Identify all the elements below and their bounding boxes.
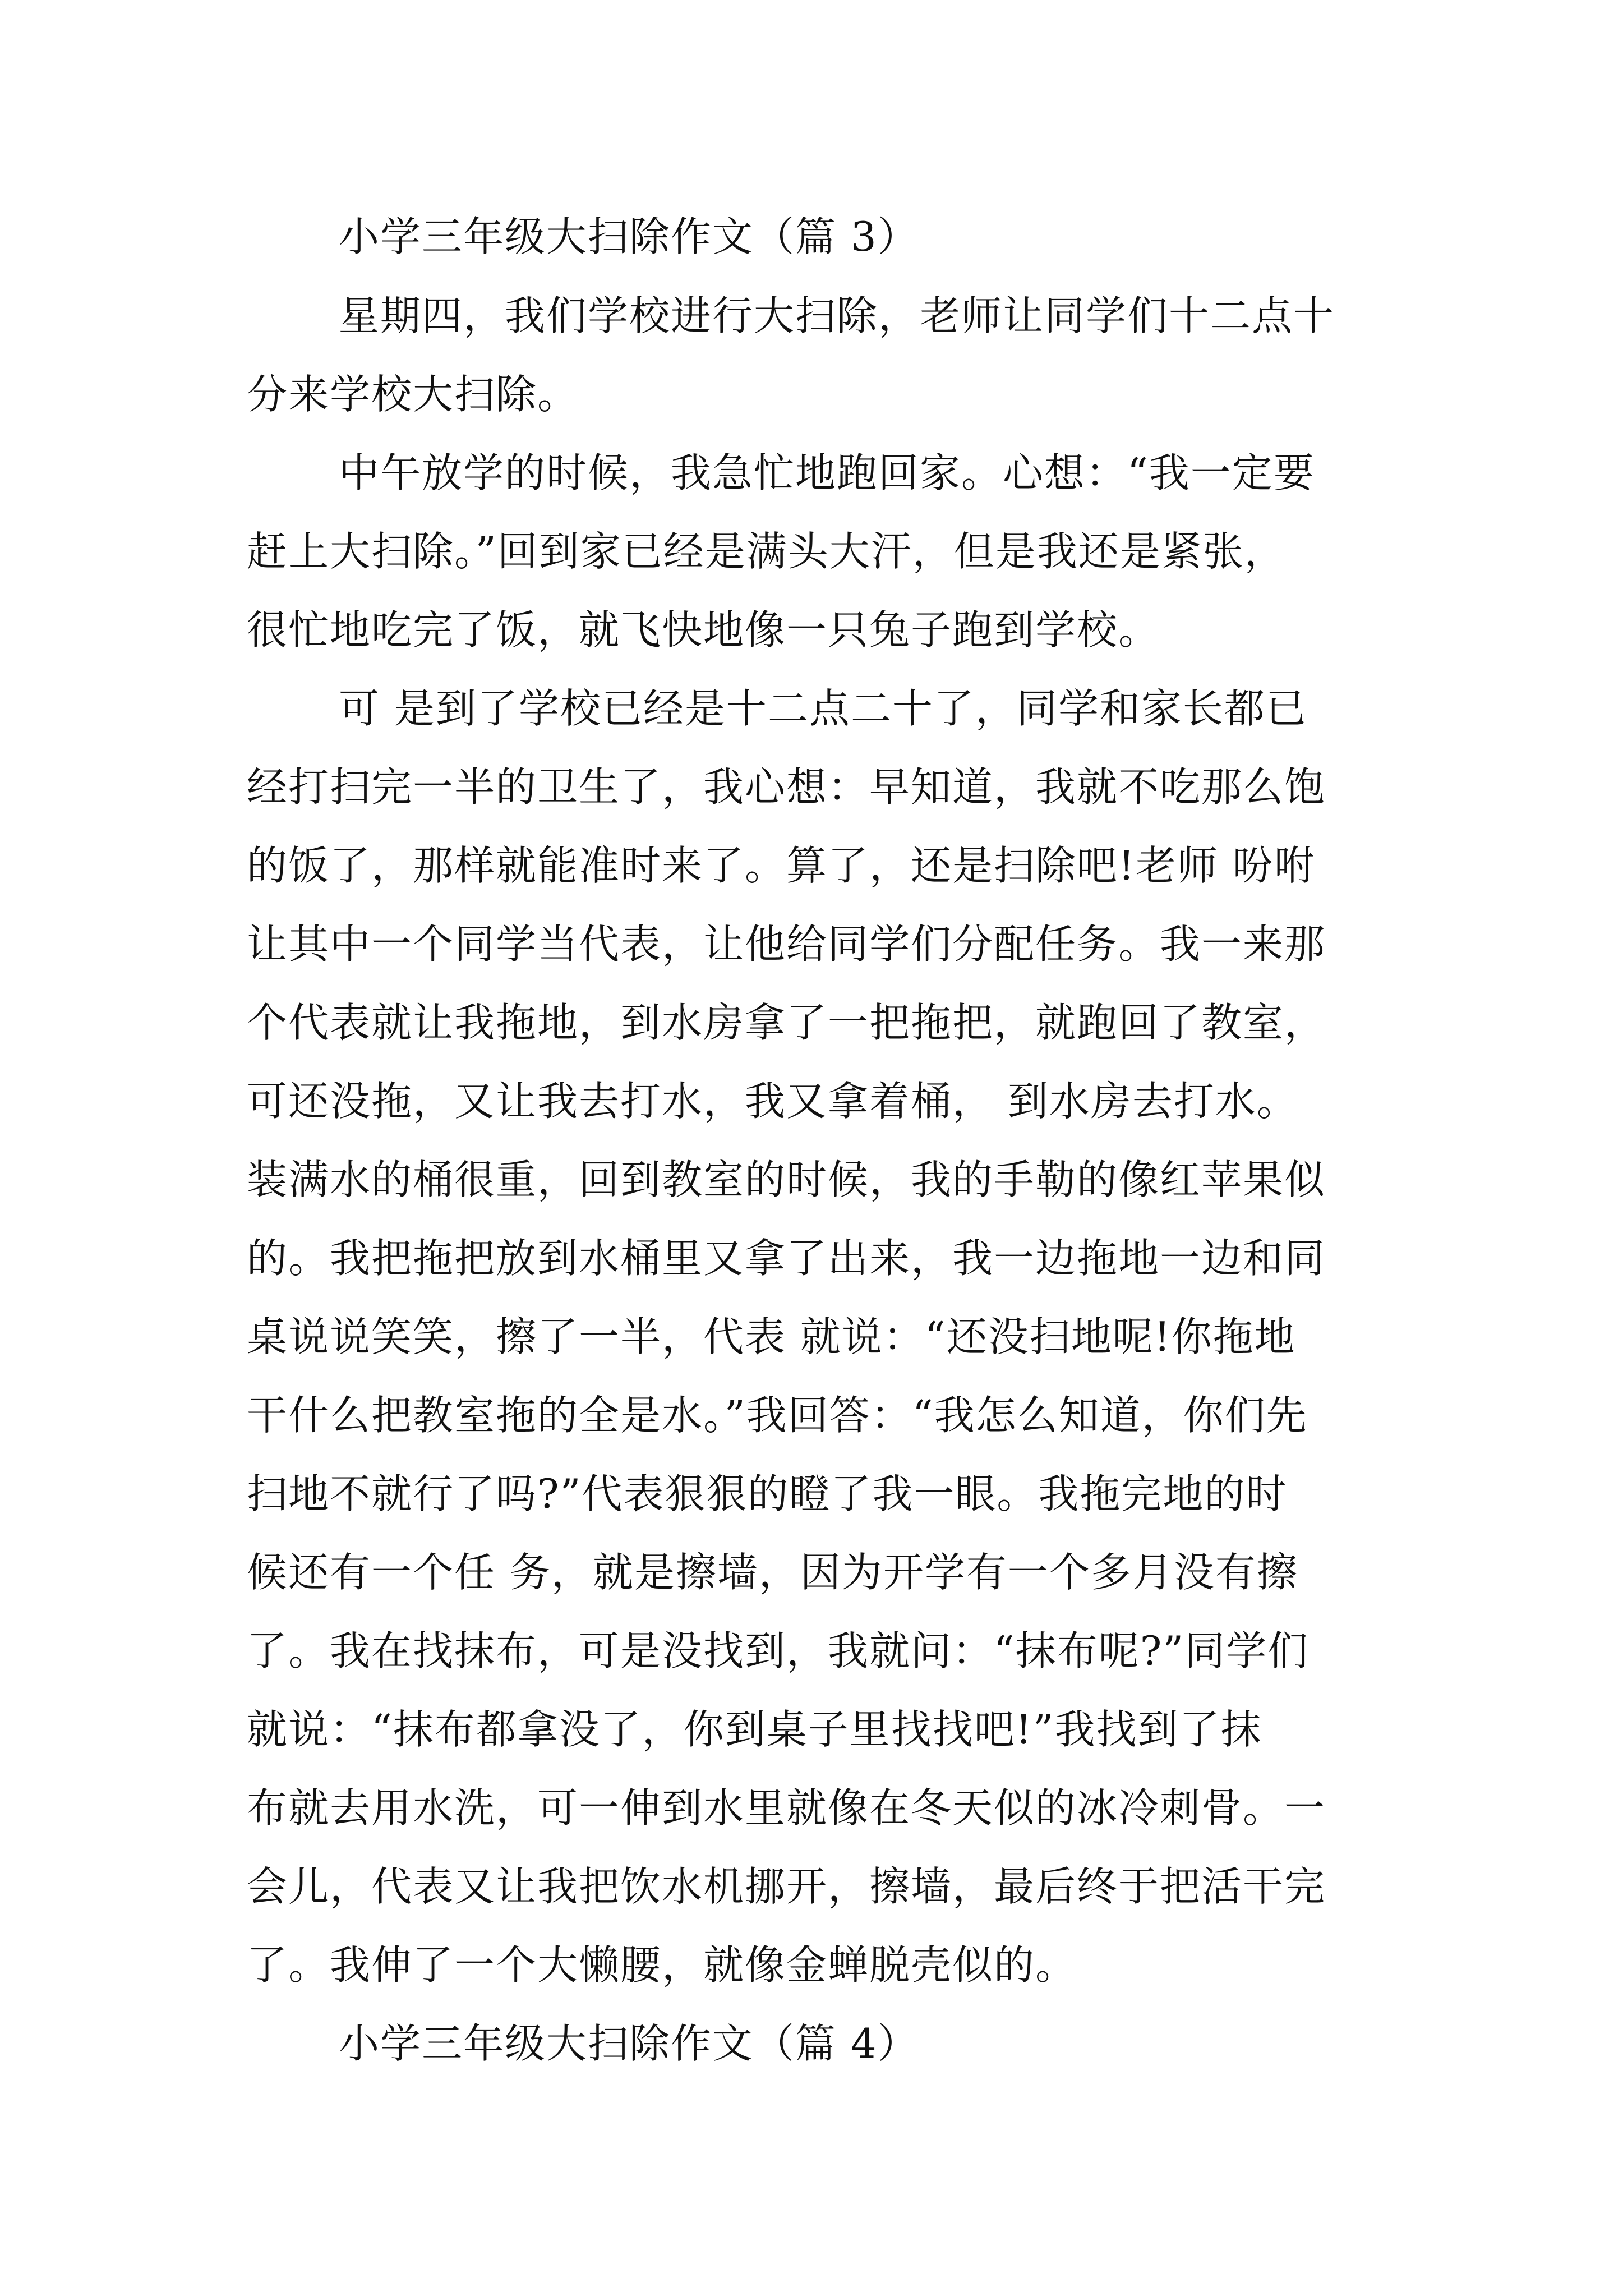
text-line: 装满水的桶很重，回到教室的时候，我的手勒的像红苹果似	[247, 1156, 1326, 1203]
text-line: 桌说说笑笑，擦了一半，代表 就说：“还没扫地呢!你拖地	[247, 1313, 1296, 1360]
text-line: 个代表就让我拖地，到水房拿了一把拖把，就跑回了教室，	[247, 999, 1326, 1046]
text-line: 会儿，代表又让我把饮水机挪开，擦墙，最后终于把活干完	[247, 1863, 1326, 1910]
text-line: 干什么把教室拖的全是水。”我回答：“我怎么知道，你们先	[247, 1392, 1308, 1439]
text-line: 扫地不就行了吗?”代表狠狠的瞪了我一眼。我拖完地的时	[247, 1470, 1288, 1517]
text-line: 分来学校大扫除。	[247, 371, 579, 418]
text-line: 经打扫完一半的卫生了，我心想：早知道，我就不吃那么饱	[247, 763, 1326, 811]
text-line: 了。我在找抹布，可是没找到，我就问：“抹布呢?”同学们	[247, 1627, 1310, 1674]
text-line: 星期四，我们学校进行大扫除，老师让同学们十二点十	[339, 292, 1335, 339]
text-line: 的饭了，那样就能准时来了。算了，还是扫除吧!老师 吩咐	[247, 842, 1316, 889]
text-line: 就说：“抹布都拿没了，你到桌子里找找吧!”我找到了抹	[247, 1706, 1262, 1753]
text-line: 了。我伸了一个大懒腰，就像金蝉脱壳似的。	[247, 1941, 1077, 1989]
text-line: 可 是到了学校已经是十二点二十了，同学和家长都已	[339, 685, 1307, 732]
text-line: 布就去用水洗，可一伸到水里就像在冬天似的冰冷刺骨。一	[247, 1784, 1326, 1832]
text-line: 很忙地吃完了饭，就飞快地像一只兔子跑到学校。	[247, 606, 1160, 654]
text-line: 可还没拖，又让我去打水，我又拿着桶， 到水房去打水。	[247, 1078, 1298, 1125]
text-line: 中午放学的时候，我急忙地跑回家。心想：“我一定要	[339, 449, 1315, 496]
text-line: 的。我把拖把放到水桶里又拿了出来，我一边拖地一边和同	[247, 1235, 1326, 1282]
text-line: 候还有一个任 务，就是擦墙，因为开学有一个多月没有擦	[247, 1549, 1298, 1596]
essay-heading: 小学三年级大扫除作文（篇 3）	[339, 213, 919, 260]
essay-heading: 小学三年级大扫除作文（篇 4）	[339, 2020, 919, 2067]
text-line: 让其中一个同学当代表，让他给同学们分配任务。我一来那	[247, 921, 1326, 968]
text-line: 赶上大扫除。”回到家已经是满头大汗，但是我还是紧张，	[247, 528, 1286, 575]
